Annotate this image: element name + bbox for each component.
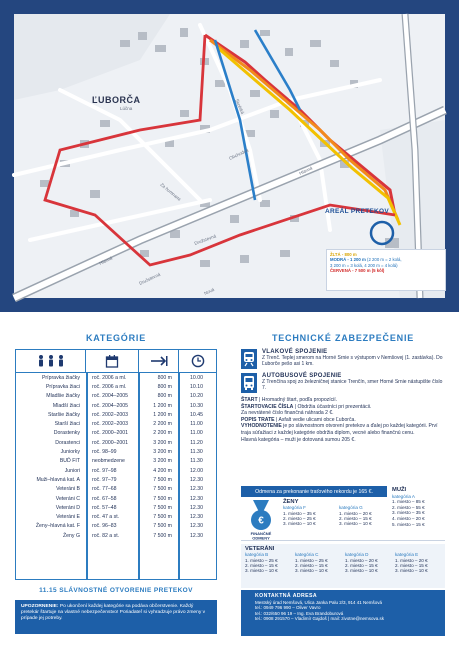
category-distance: 7 500 m xyxy=(153,514,172,521)
category-distance: 3 200 m xyxy=(153,449,172,456)
category-born: roč. 97–98 xyxy=(92,467,117,474)
prize-line: 3. miesto – 10 € xyxy=(283,521,316,527)
cat-c-label: kategória C xyxy=(295,552,319,558)
train-icon xyxy=(241,349,257,369)
legend-blue: MODRÁ - 1 200 m xyxy=(330,257,366,263)
category-row xyxy=(16,382,216,391)
warning-text: Po ukončení každej kategórie sa podáva občerstvenie. Každý pretekár štartuje na vlastné nebezpečenstvo! Poriadateľ si vyhradzuje právo zmeny v prípade jej potreby. xyxy=(21,604,206,622)
category-time: 10.00 xyxy=(190,374,203,381)
categories-rows xyxy=(16,373,216,540)
cat-d-label: kategória D xyxy=(345,552,369,558)
cat-a-label: kategória A xyxy=(392,493,415,499)
prize-line: 3. miesto – 10 € xyxy=(345,568,378,574)
category-time: 12.30 xyxy=(190,486,203,493)
category-born: roč. 2006 a ml. xyxy=(92,374,127,381)
category-name: BUĎ FIT xyxy=(59,458,80,465)
clock-icon xyxy=(179,350,216,372)
category-time: 12.30 xyxy=(190,495,203,502)
cat-g-label: kategória G xyxy=(339,505,363,511)
prize-line: 3. miesto – 35 € xyxy=(392,510,425,516)
category-name: Mladší žiaci xyxy=(52,402,80,409)
prize-line: 1. miesto – 25 € xyxy=(295,557,328,563)
tech-section xyxy=(241,349,445,443)
prize-line: 3. miesto – 10 € xyxy=(395,568,428,574)
category-distance: 1 200 m xyxy=(153,411,172,418)
category-row xyxy=(16,373,216,382)
contact-line: tel.: 0908 291570 – Vladimír Gajdoš | mail: zivotne@nemsova.sk xyxy=(255,616,385,622)
category-distance: 7 500 m xyxy=(153,532,172,539)
street-label: Hlavná xyxy=(298,165,314,176)
prize-line: 2. miesto – 25 € xyxy=(283,515,316,521)
warning-label: UPOZORNENIE: xyxy=(21,604,59,609)
route-map xyxy=(0,0,459,312)
category-distance: 800 m xyxy=(157,374,172,381)
numbers-label: ŠTARTOVACIE ČÍSLA xyxy=(241,403,294,410)
category-born: roč. 67–58 xyxy=(92,495,117,502)
street-label: Družstevná xyxy=(138,271,162,286)
prize-line: 1. miesto – 25 € xyxy=(245,557,278,563)
category-distance: 4 200 m xyxy=(153,467,172,474)
medal-icon xyxy=(245,500,277,540)
cat-b-label: kategória B xyxy=(245,552,269,558)
zeny-title: ŽENY xyxy=(283,499,299,505)
start-label: ŠTART xyxy=(241,397,258,403)
category-time: 11.30 xyxy=(190,458,203,465)
category-born: roč. 97–79 xyxy=(92,476,117,483)
category-distance: 7 500 m xyxy=(153,504,172,511)
category-born: roč. 96–83 xyxy=(92,523,117,530)
prize-line: 1. miesto – 85 € xyxy=(392,499,425,505)
prize-line: 2. miesto – 15 € xyxy=(395,562,428,568)
prize-line: 2. miesto – 15 € xyxy=(295,562,328,568)
category-born: neobmedzene xyxy=(92,458,125,465)
prize-line: 2. miesto – 15 € xyxy=(245,562,278,568)
category-row xyxy=(16,466,216,475)
category-name: Staršie žiačky xyxy=(48,411,80,418)
calendar-icon xyxy=(86,350,138,372)
legend-blue-note: (2 200 m = 2 kolá, xyxy=(365,257,402,263)
category-distance: 7 500 m xyxy=(153,486,172,493)
category-row xyxy=(16,522,216,531)
category-time: 12.30 xyxy=(190,504,203,511)
category-time: 10.30 xyxy=(190,402,203,409)
category-name: Starší žiaci xyxy=(54,421,80,428)
category-time: 12.30 xyxy=(190,514,203,521)
category-time: 10.20 xyxy=(190,393,203,400)
category-time: 11.30 xyxy=(190,449,203,456)
vet-c-column xyxy=(295,552,328,573)
cat-e-label: kategória E xyxy=(395,552,419,558)
category-name: Prípravka žiaci xyxy=(45,383,80,390)
train-block xyxy=(241,349,445,369)
prize-line: 3. miesto – 10 € xyxy=(339,521,372,527)
category-name: Ženy–hlavná kat. F xyxy=(35,523,80,530)
legend-yellow: ŽLTÁ - 800 m xyxy=(330,252,357,257)
prize-line: 4. miesto – 20 € xyxy=(392,515,425,521)
category-row xyxy=(16,447,216,456)
contact-line: Mestský úrad Nemšová, Ulica Janka Palu 2/3, 914 41 Nemšová xyxy=(255,599,383,605)
category-row xyxy=(16,457,216,466)
category-row xyxy=(16,429,216,438)
street-label: Nová xyxy=(203,286,215,296)
category-born: roč. 2000–2001 xyxy=(92,430,129,437)
contact-line: tel.: 032/650 96 19 – Ing. Eva Brandoburová xyxy=(255,610,344,616)
prizes-veterans xyxy=(241,544,445,588)
category-born: roč. 2006 a ml. xyxy=(92,383,127,390)
train-heading: VLAKOVÉ SPOJENIE xyxy=(262,349,328,355)
category-time: 12.30 xyxy=(190,476,203,483)
category-distance: 800 m xyxy=(157,383,172,390)
category-distance: 7 500 m xyxy=(153,523,172,530)
category-time: 11.00 xyxy=(190,430,203,437)
categories-table xyxy=(15,349,217,580)
category-distance: 1 200 m xyxy=(153,402,172,409)
main-category-prize: Hlavná kategória – muži je dotovaná sumou 205 €. xyxy=(241,436,356,443)
category-row xyxy=(16,419,216,428)
veterani-title: VETERÁNI xyxy=(245,546,275,552)
category-name: Muži–hlavná kat. A xyxy=(36,476,80,483)
medal-text-a: FINANČNÉ xyxy=(250,531,272,536)
category-row xyxy=(16,410,216,419)
eval-label: VYHODNOTENIE xyxy=(241,423,282,430)
category-row xyxy=(16,503,216,512)
category-row xyxy=(16,531,216,540)
category-distance: 2 200 m xyxy=(153,421,172,428)
prize-line: 1. miesto – 20 € xyxy=(339,510,372,516)
prize-line: 1. miesto – 35 € xyxy=(283,510,316,516)
zeny-f-column xyxy=(283,500,316,526)
people-icon xyxy=(16,350,86,372)
muzi-title: MUŽI xyxy=(392,487,407,493)
prize-line: 2. miesto – 15 € xyxy=(339,515,372,521)
category-name: Dorastenci xyxy=(55,439,80,446)
record-bar: Odmena za prekonanie traťového rekordu je 165 €. xyxy=(241,486,387,497)
category-name: Juniorky xyxy=(60,449,80,456)
track-text: | Asfalt vedie ulicami obce Ľuborča. xyxy=(274,416,356,423)
category-born: roč. 77–68 xyxy=(92,486,117,493)
bus-text: Z Trenčína spoj zo železničnej stanice Trenčín, smer Horné Srnie nástupište číslo 7. xyxy=(262,379,443,392)
category-row xyxy=(16,401,216,410)
prize-line: 2. miesto – 15 € xyxy=(345,562,378,568)
prize-line: 3. miesto – 10 € xyxy=(295,568,328,574)
bus-heading: AUTOBUSOVÉ SPOJENIE xyxy=(262,373,342,379)
categories-header xyxy=(16,350,216,373)
town-label: ĽUBORČA xyxy=(92,95,141,105)
category-born: roč. 98–99 xyxy=(92,449,117,456)
zeny-g-column xyxy=(339,505,372,526)
category-distance: 3 200 m xyxy=(153,458,172,465)
contact-title: KONTAKTNÁ ADRESA xyxy=(255,593,318,599)
warning-note xyxy=(15,600,217,634)
category-name: Veteráni B xyxy=(56,486,80,493)
start-text: | Hromadný štart, podľa propozícií. xyxy=(257,397,338,403)
category-distance: 3 200 m xyxy=(153,439,172,446)
categories-title: KATEGÓRIE xyxy=(85,333,147,343)
street-label: Lúčna xyxy=(120,106,133,111)
prize-line: 1. miesto – 20 € xyxy=(395,557,428,563)
category-name: Juniori xyxy=(64,467,80,474)
category-born: roč. 2002–2003 xyxy=(92,421,129,428)
category-name: Veteráni D xyxy=(55,504,80,511)
category-row xyxy=(16,512,216,521)
category-name: Veteráni C xyxy=(55,495,80,502)
category-name: Veteráni E xyxy=(56,514,80,521)
prize-line: 1. miesto – 20 € xyxy=(345,557,378,563)
numbers-text-2: Za nevrátené číslo finančná náhrada 2 €. xyxy=(241,410,334,417)
category-born: roč. 2000–2001 xyxy=(92,439,129,446)
category-time: 10.10 xyxy=(190,383,203,390)
category-distance: 800 m xyxy=(157,393,172,400)
race-info xyxy=(241,397,445,443)
contact-line: tel.: 0949 796 990 – Oliver Vavro xyxy=(255,605,321,611)
bus-icon xyxy=(241,373,257,393)
route-legend xyxy=(326,249,446,291)
category-name: Ženy G xyxy=(62,532,80,539)
street-label: Hlavná xyxy=(98,255,114,266)
category-time: 11.00 xyxy=(190,421,203,428)
prize-line: 5. miesto – 15 € xyxy=(392,521,425,527)
areal-label: AREÁL PRETEKOV xyxy=(325,208,390,215)
vet-b-column xyxy=(245,547,278,573)
category-distance: 7 500 m xyxy=(153,495,172,502)
category-row xyxy=(16,494,216,503)
category-distance: 2 200 m xyxy=(153,430,172,437)
vet-d-column xyxy=(345,552,378,573)
category-row xyxy=(16,392,216,401)
muzi-column xyxy=(392,488,445,540)
category-time: 11.20 xyxy=(190,439,203,446)
contact-box xyxy=(241,590,445,636)
train-text: Z Trenč. Teplej smerom na Horné Srnie s výstupom v Nemšovej (1. zastávka). Do Ľuborče pešo asi 1 km. xyxy=(262,355,443,368)
cat-f-label: kategória F xyxy=(283,505,306,511)
category-born: roč. 2004–2005 xyxy=(92,402,129,409)
category-row xyxy=(16,438,216,447)
prize-line: 2. miesto – 55 € xyxy=(392,504,425,510)
street-label: Obchodná xyxy=(228,147,250,161)
category-born: roč. 2004–2005 xyxy=(92,393,129,400)
track-label: POPIS TRATE xyxy=(241,416,275,423)
legend-blue-note-2: 3 200 m = 3 kolá, 4 200 m = 4 kolá) xyxy=(330,262,398,268)
category-time: 12.00 xyxy=(190,467,203,474)
numbers-text: | Obdržia účastníci pri prezentácii. xyxy=(293,403,372,410)
legend-red: ČERVENÁ - 7 500 m (5 kôl) xyxy=(330,268,385,274)
category-name: Mladšie žiačky xyxy=(46,393,80,400)
category-time: 10.45 xyxy=(190,411,203,418)
category-born: roč. 47 a st. xyxy=(92,514,120,521)
opening-ceremony: 11.15 SLÁVNOSTNÉ OTVORENIE PRETEKOV xyxy=(15,587,217,597)
medal-text-b: ODMENY xyxy=(252,535,270,540)
street-label: Družstevná xyxy=(193,233,217,246)
tech-title: TECHNICKÉ ZABEZPEČENIE xyxy=(271,333,415,343)
eval-text: je po slávnostnom otvorení pretekov a ďalej po každej kategórii. Prví traja súťažiaci z každej kategórie obdržia diplom, vecné alebo finančnú cenu. xyxy=(241,423,438,436)
category-distance: 7 500 m xyxy=(153,476,172,483)
category-born: roč. 2002–2003 xyxy=(92,411,129,418)
svg-text:€: € xyxy=(258,515,264,527)
street-label: Školská xyxy=(234,98,246,115)
vet-e-column xyxy=(395,552,428,573)
street-label: Za humnami xyxy=(159,181,182,202)
category-time: 12.30 xyxy=(190,523,203,530)
category-name: Prípravka žiačky xyxy=(41,374,80,381)
category-time: 12.30 xyxy=(190,532,203,539)
prize-line: 3. miesto – 10 € xyxy=(245,568,278,574)
category-born: roč. 57–48 xyxy=(92,504,117,511)
category-name: Dorastenky xyxy=(53,430,80,437)
category-born: roč. 82 a st. xyxy=(92,532,120,539)
category-row xyxy=(16,485,216,494)
category-row xyxy=(16,475,216,484)
distance-arrow-icon xyxy=(139,350,180,372)
bus-block xyxy=(241,373,445,393)
